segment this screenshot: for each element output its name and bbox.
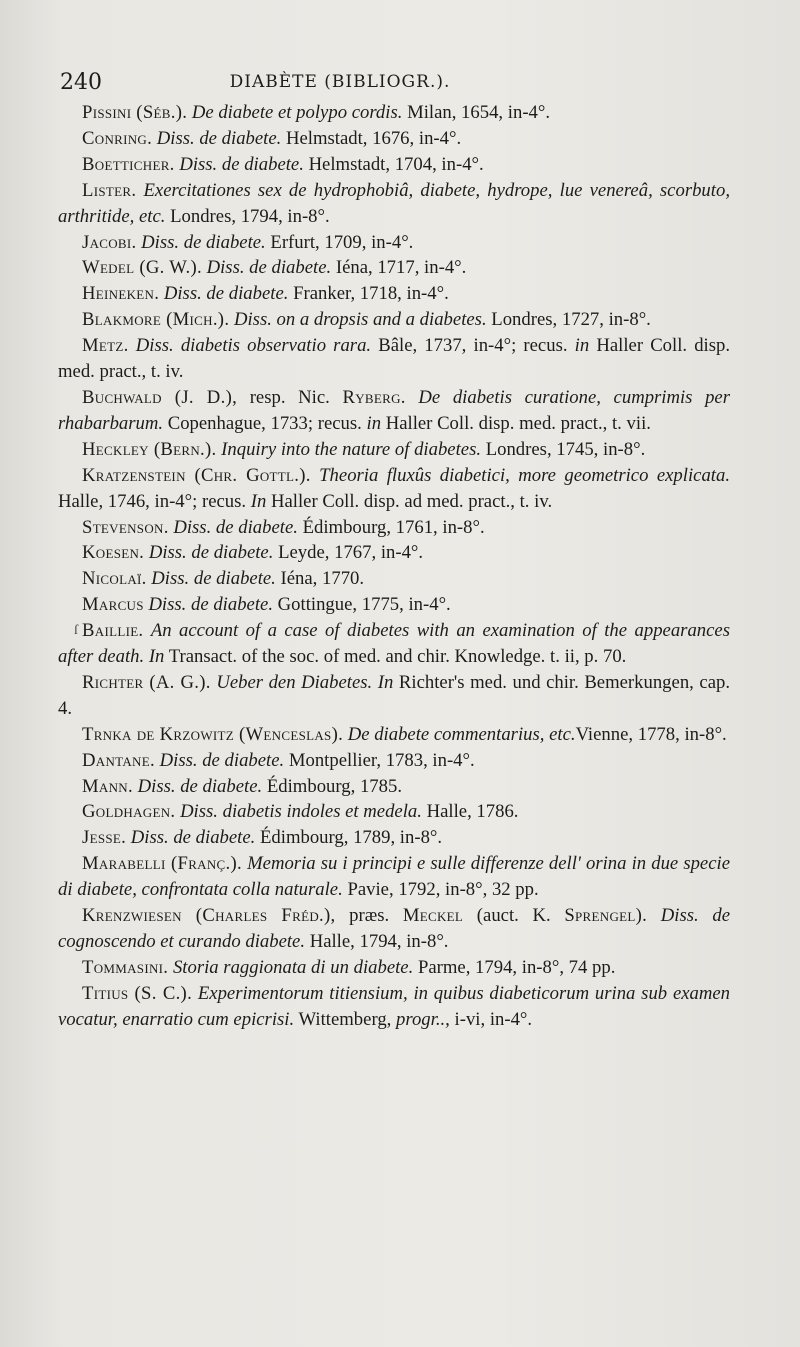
bib-entry: Jacobi. Diss. de diabete. Erfurt, 1709, in-4°. bbox=[82, 231, 414, 253]
bib-entry: Blakmore (Mich.). Diss. on a dropsis and a diabetes. Londres, 1727, in-8°. bbox=[82, 309, 651, 331]
bib-entry: Lister. Exercitationes sex de hydrophobiâ, diabete, hydrope, lue venereâ, scorbuto, arthritide, etc. Londres, 1794, in-8°. bbox=[58, 179, 730, 227]
bib-entry: Dantane. Diss. de diabete. Montpellier, 1783, in-4°. bbox=[82, 749, 475, 771]
page-header bbox=[60, 68, 740, 100]
bib-entry: Trnka de Krzowitz (Wenceslas). De diabete commentarius, etc.Vienne, 1778, in-8°. bbox=[82, 723, 727, 745]
bib-entry: Boetticher. Diss. de diabete. Helmstadt, 1704, in-4°. bbox=[82, 153, 484, 175]
bib-entry: Tommasini. Storia raggionata di un diabete. Parme, 1794, in-8°, 74 pp. bbox=[82, 956, 616, 978]
bib-entry: Mann. Diss. de diabete. Édimbourg, 1785. bbox=[82, 775, 402, 797]
bib-entry: Metz. Diss. diabetis observatio rara. Bâle, 1737, in-4°; recus. in Haller Coll. disp. med. pract., t. iv. bbox=[58, 335, 731, 383]
bib-entry: Koesen. Diss. de diabete. Leyde, 1767, in-4°. bbox=[82, 542, 424, 564]
bib-entry: Stevenson. Diss. de diabete. Édimbourg, 1761, in-8°. bbox=[82, 516, 485, 538]
page-number: 240 bbox=[60, 70, 102, 95]
bib-entry: Pissini (Séb.). De diabete et polypo cordis. Milan, 1654, in-4°. bbox=[82, 102, 551, 123]
bib-entry: Richter (A. G.). Ueber den Diabetes. In Richter's med. und chir. Bemerkungen, cap. 4. bbox=[58, 671, 730, 719]
bib-entry: Titius (S. C.). Experimentorum titiensium, in quibus diabeticorum urina sub examen vocatur, enarratio cum epicrisi. Wittemberg, progr.., i-vi, in-4°. bbox=[58, 982, 731, 1030]
bib-entry: Kratzenstein (Chr. Gottl.). Theoria fluxûs diabetici, more geometrico explicata. Halle, 1746, in-4°; recus. In Haller Coll. disp. ad med. pract., t. iv. bbox=[58, 464, 730, 512]
bib-entry: Nicolaï. Diss. de diabete. Iéna, 1770. bbox=[82, 568, 365, 590]
running-title: DIABÈTE (BIBLIOGR.). bbox=[229, 72, 451, 92]
bib-entry: ſ Baillie. An account of a case of diabetes with an examination of the appearances after death. In Transact. of the soc. of med. and chir. Knowledge. t. ii, p. 70. bbox=[58, 618, 730, 670]
bib-entry: Wedel (G. W.). Diss. de diabete. Iéna, 1717, in-4°. bbox=[82, 257, 467, 279]
margin-mark-icon: ſ bbox=[74, 623, 78, 639]
bib-entry: Buchwald (J. D.), resp. Nic. Ryberg. De diabetis curatione, cumprimis per rhabarbarum. Copenhague, 1733; recus. in Haller Coll. disp. med. pract., t. vii. bbox=[58, 386, 731, 434]
bib-entry: Krenzwiesen (Charles Fréd.), præs. Meckel (auct. K. Sprengel). Diss. de cognoscendo et curando diabete. Halle, 1794, in-8°. bbox=[58, 905, 731, 952]
bib-entry: Marcus Diss. de diabete. Gottingue, 1775, in-4°. bbox=[82, 594, 451, 616]
bib-entry: Heineken. Diss. de diabete. Franker, 1718, in-4°. bbox=[82, 283, 449, 305]
bibliography-list bbox=[58, 100, 730, 1033]
bib-entry: Jesse. Diss. de diabete. Édimbourg, 1789, in-8°. bbox=[82, 827, 443, 849]
bib-entry: Goldhagen. Diss. diabetis indoles et medela. Halle, 1786. bbox=[82, 801, 519, 823]
bib-entry: Marabelli (Franç.). Memoria su i principi e sulle differenze dell' orina in due specie di diabete, confrontata colla naturale. Pavie, 1792, in-8°, 32 pp. bbox=[58, 853, 731, 901]
bib-entry: Conring. Diss. de diabete. Helmstadt, 1676, in-4°. bbox=[82, 127, 462, 149]
bib-entry: Heckley (Bern.). Inquiry into the nature of diabetes. Londres, 1745, in-8°. bbox=[82, 438, 646, 460]
